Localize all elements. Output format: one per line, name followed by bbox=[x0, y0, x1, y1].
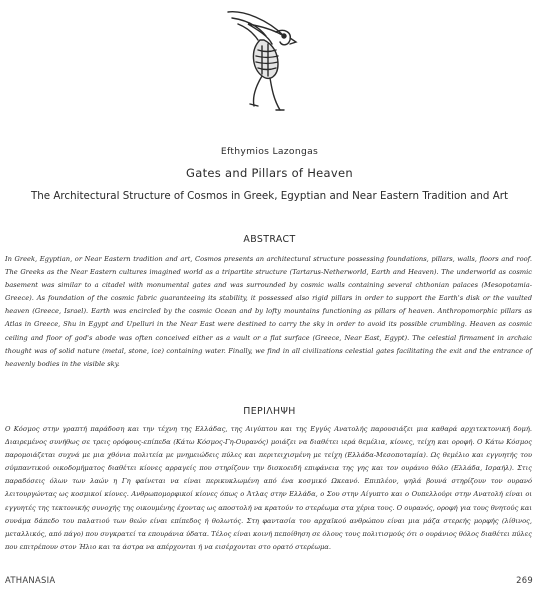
perilipsi-heading: ΠΕΡΙΛΗΨΗ bbox=[243, 406, 296, 417]
article-title: Gates and Pillars of Heaven bbox=[186, 166, 353, 180]
author-name: Efthymios Lazongas bbox=[220, 146, 319, 157]
page-number: 269 bbox=[516, 575, 533, 585]
journal-name: ATHANASIA bbox=[5, 575, 56, 585]
abstract-text: In Greek, Egyptian, or Near Eastern tradition and art, Cosmos presents an architectural structure possessing foundations, pillars, walls, floors and roof. The Greeks as the Near Eastern cultures imagined world as a tripartite structure (Tartarus-Netherworld, Earth and Heaven). The underworld as cosmic basement was similar to a citadel with monumental gates and was surrounded by cosmic walls containing several chthonian palaces (Mesopotamia-Greece). As foundation of the cosmic fabric guaranteeing its stability, it possessed also rigid pillars in order to support the Earth's disk or the vaulted heaven (Greece, Israel). Earth was encircled by the cosmic Ocean and by lofty mountains functioning as pillars of heaven. Anthropomorphic pillars as Atlas in Greece, Shu in Egypt and Upelluri in the Near East were destined to carry the sky in order to avoid its possible crumbling. Heaven as cosmic ceiling and floor of god's abode was often conceived either as a vault or a flat surface (Greece, Near East, Egypt). The celestial firmament in archaic thought was of solid nature (metal, stone, ice) containing water. Finally, we find in all civilizations celestial gates facilitating the exit and the entrance of heavenly bodies in the visible sky. bbox=[5, 255, 532, 368]
owl-bird-emblem-icon bbox=[224, 6, 298, 116]
perilipsi-text: Ο Κόσμος στην γραπτή παράδοση και την τέχνη της Ελλάδας, της Αιγύπτου και της Εγγύς Ανατολής παρουσιάζει μια καθαρά αρχιτεκτονική δομή. Διαιρεμένος συνήθως σε τρεις ορόφους-επίπεδα (Κάτω Κόσμος-Γη-Ουρανός) μοιάζει να διαθέτει ιερά θεμέλια, κίονες, τείχη και οροφή. Ο Κάτω Κόσμος παρομοιάζεται συχνά με μια χθόνια πολιτεία με μνημειώδεις πύλες και περιτειχισμένη με τείχη (Ελλάδα-Μεσοποταμία). Ως θεμέλιο και εγγυητής του σύμπαντικού οικοδομήματος διαθέτει κίονες αρραγείς που στηρίζουν την δισκοειδή επιφάνεια της γης και τον ουράνιο θόλο (Ελλάδα, Ισραήλ). Στις παραδόσεις όλων των λαών η Γη φαίνεται να είναι περικυκλωμένη από ένα κοσμικό Ωκεανό. Επιπλέον, ψηλά βουνά στηρίζουν τον ουρανό λειτουργώντας ως κοσμικοί κίονες. Ανθρωπομορφικοί κίονες όπως ο Άτλας στην Ελλάδα, ο Σου στην Αίγυπτο και ο Ουπελλούρι στην Ανατολή είναι οι εγγυητές της τεκτονικής συνοχής της οικουμένης έχοντας ως αποστολή να κρατούν το στερέωμα στα χέρια τους. Ο ουρανός, οροφή για τους θνητούς και συνάμα δάπεδο του παλατιού των θεών είναι επίπεδος ή θολωτός. Στη φαντασία του αρχαϊκού ανθρώπου είναι μια μάζα στερεής μορφής (λίθινος, μεταλλικός, από πάγο) που συγκρατεί τα επουράνια ύδατα. Τέλος είναι κοινή πεποίθηση σε όλους τους πολιτισμούς ότι ο ουράνιος θόλος διαθέτει πύλες που επιτρέπουν στον Ήλιο και τα άστρα να απέρχονται ή να εισέρχονται στο ορατό στερέωμα. bbox=[5, 425, 532, 551]
article-subtitle: The Architectural Structure of Cosmos in Greek, Egyptian and Near Eastern Tradition and Art bbox=[30, 190, 509, 202]
abstract-heading: ABSTRACT bbox=[243, 234, 296, 245]
